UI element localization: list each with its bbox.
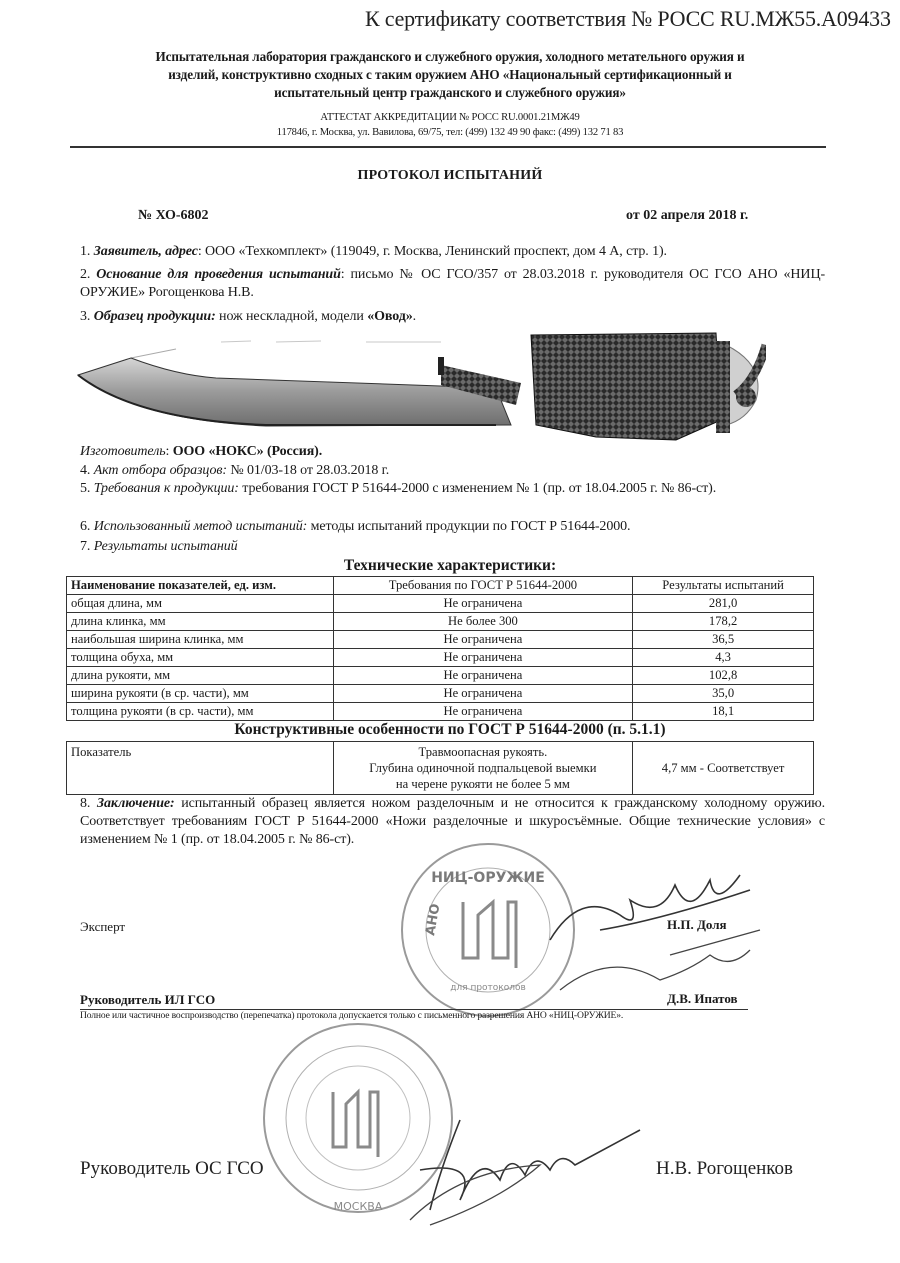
- item-key: Использованный метод испытаний:: [93, 519, 308, 534]
- lab-head-name: Д.В. Ипатов: [667, 991, 738, 1006]
- requirement-cell: Травмоопасная рукоять. Глубина одиночной подпальцевой выемки на черене рукояти не более 5 мм: [333, 742, 633, 795]
- protocol-date: от 02 апреля 2018 г.: [626, 208, 749, 223]
- stamp-ring-text: НИЦ-ОРУЖИЕ: [431, 870, 545, 886]
- column-header: Наименование показателей, ед. изм.: [67, 577, 334, 595]
- item-applicant: 1. Заявитель, адрес: ООО «Техкомплект» (119049, г. Москва, Ленинский проспект, дом 4 А, стр. 1).: [80, 244, 667, 259]
- svg-text:для протоколов: для протоколов: [450, 983, 526, 993]
- item-basis: 2. Основание для проведения испытаний: письмо № ОС ГСО/357 от 28.03.2018 г. руководителя ОС ГСО АНО «НИЦ-ОРУЖИЕ» Рогощенкова Н.В.: [80, 267, 826, 300]
- table-row: толщина обуха, мм Не ограничена 4,3: [67, 649, 814, 667]
- os-head-role: Руководитель ОС ГСО: [80, 1158, 264, 1179]
- design-features-table: [66, 741, 814, 795]
- item-key: Заявитель, адрес: [93, 244, 198, 259]
- tech-table-title: Технические характеристики:: [343, 557, 557, 574]
- os-head-signature: [400, 1110, 650, 1230]
- table-row: общая длина, мм Не ограничена 281,0: [67, 595, 814, 613]
- item-sampling-act: 4. Акт отбора образцов: № 01/03-18 от 28.03.2018 г.: [80, 463, 390, 478]
- item-key: Результаты испытаний: [93, 539, 238, 554]
- knife-image: [76, 325, 766, 445]
- item-manufacturer: Изготовитель: ООО «НОКС» (Россия).: [80, 444, 323, 459]
- table-row: наибольшая ширина клинка, мм Не ограничена 36,5: [67, 631, 814, 649]
- conclusion: 8. Заключение: испытанный образец является ножом разделочным и не относится к гражданскому холодному оружию. Соответствует требованиям ГОСТ Р 51644-2000 «Ножи разделочные и шкуросъёмные. Общие технические условия» с изменением № 1 (пр. от 18.04.2005 г. № 86-ст).: [80, 796, 826, 847]
- header-divider: [70, 146, 826, 148]
- item-key: Требования к продукции:: [93, 481, 239, 496]
- lab-name: [80, 48, 820, 102]
- indicator-cell: Показатель: [67, 742, 334, 795]
- conclusion-key: Заключение:: [96, 796, 175, 811]
- lab-head-role: Руководитель ИЛ ГСО: [80, 992, 216, 1007]
- table-row: длина рукояти, мм Не ограничена 102,8: [67, 667, 814, 685]
- item-key: Акт отбора образцов:: [93, 463, 227, 478]
- table-row: [67, 742, 814, 795]
- protocol-number: № ХО-6802: [138, 208, 209, 223]
- certificate-reference: К сертификату соответствия № РОСС RU.МЖ55.А09433: [365, 6, 891, 31]
- item-sample: 3. Образец продукции: нож нескладной, модели «Овод».: [80, 309, 417, 324]
- features-table-title: Конструктивные особенности по ГОСТ Р 51644-2000 (п. 5.1.1): [234, 721, 666, 738]
- item-requirements: 5. Требования к продукции: требования ГОСТ Р 51644-2000 с изменением № 1 (пр. от 18.04.2005 г. № 86-ст).: [80, 481, 717, 496]
- lab-name-line-1: Испытательная лаборатория гражданского и служебного оружия, холодного метательного оружия и: [155, 49, 745, 64]
- lab-address: 117846, г. Москва, ул. Вавилова, 69/75, тел: (499) 132 49 90 факс: (499) 132 71 83: [276, 127, 624, 138]
- item-method: 6. Использованный метод испытаний: методы испытаний продукции по ГОСТ Р 51644-2000.: [80, 519, 631, 534]
- os-head-name: Н.В. Рогощенков: [656, 1158, 794, 1179]
- table-row: толщина рукояти (в ср. части), мм Не ограничена 18,1: [67, 703, 814, 721]
- tech-specs-table: [66, 576, 814, 721]
- lab-name-line-3: испытательный центр гражданского и служебного оружия»: [274, 85, 626, 100]
- lab-name-line-2: изделий, конструктивно сходных с таким оружием АНО «Национальный сертификационный и: [168, 67, 732, 82]
- column-header: Требования по ГОСТ Р 51644-2000: [333, 577, 633, 595]
- item-key: Изготовитель: [80, 444, 166, 459]
- protocol-title: ПРОТОКОЛ ИСПЫТАНИЙ: [357, 168, 543, 183]
- item-results: 7. Результаты испытаний: [80, 539, 238, 554]
- reproduction-disclaimer: Полное или частичное воспроизводство (перепечатка) протокола допускается только с письменного разрешения АНО «НИЦ-ОРУЖИЕ».: [80, 1010, 624, 1021]
- accreditation-number: АТТЕСТАТ АККРЕДИТАЦИИ № РОСС RU.0001.21МЖ49: [320, 112, 580, 123]
- accreditation-block: [80, 110, 820, 140]
- expert-name: Н.П. Доля: [667, 917, 727, 932]
- certification-body-stamp: [258, 1022, 458, 1222]
- expert-signature: [540, 860, 770, 1000]
- table-header-row: [67, 577, 814, 595]
- result-cell: 4,7 мм - Соответствует: [633, 742, 814, 795]
- table-row: ширина рукояти (в ср. части), мм Не ограничена 35,0: [67, 685, 814, 703]
- table-row: длина клинка, мм Не более 300 178,2: [67, 613, 814, 631]
- item-key: Образец продукции:: [93, 309, 216, 324]
- expert-role: Эксперт: [80, 919, 126, 934]
- svg-text:АНО: АНО: [423, 902, 444, 937]
- column-header: Результаты испытаний: [633, 577, 814, 595]
- item-key: Основание для проведения испытаний: [96, 267, 341, 282]
- svg-text:МОСКВА: МОСКВА: [333, 1200, 383, 1213]
